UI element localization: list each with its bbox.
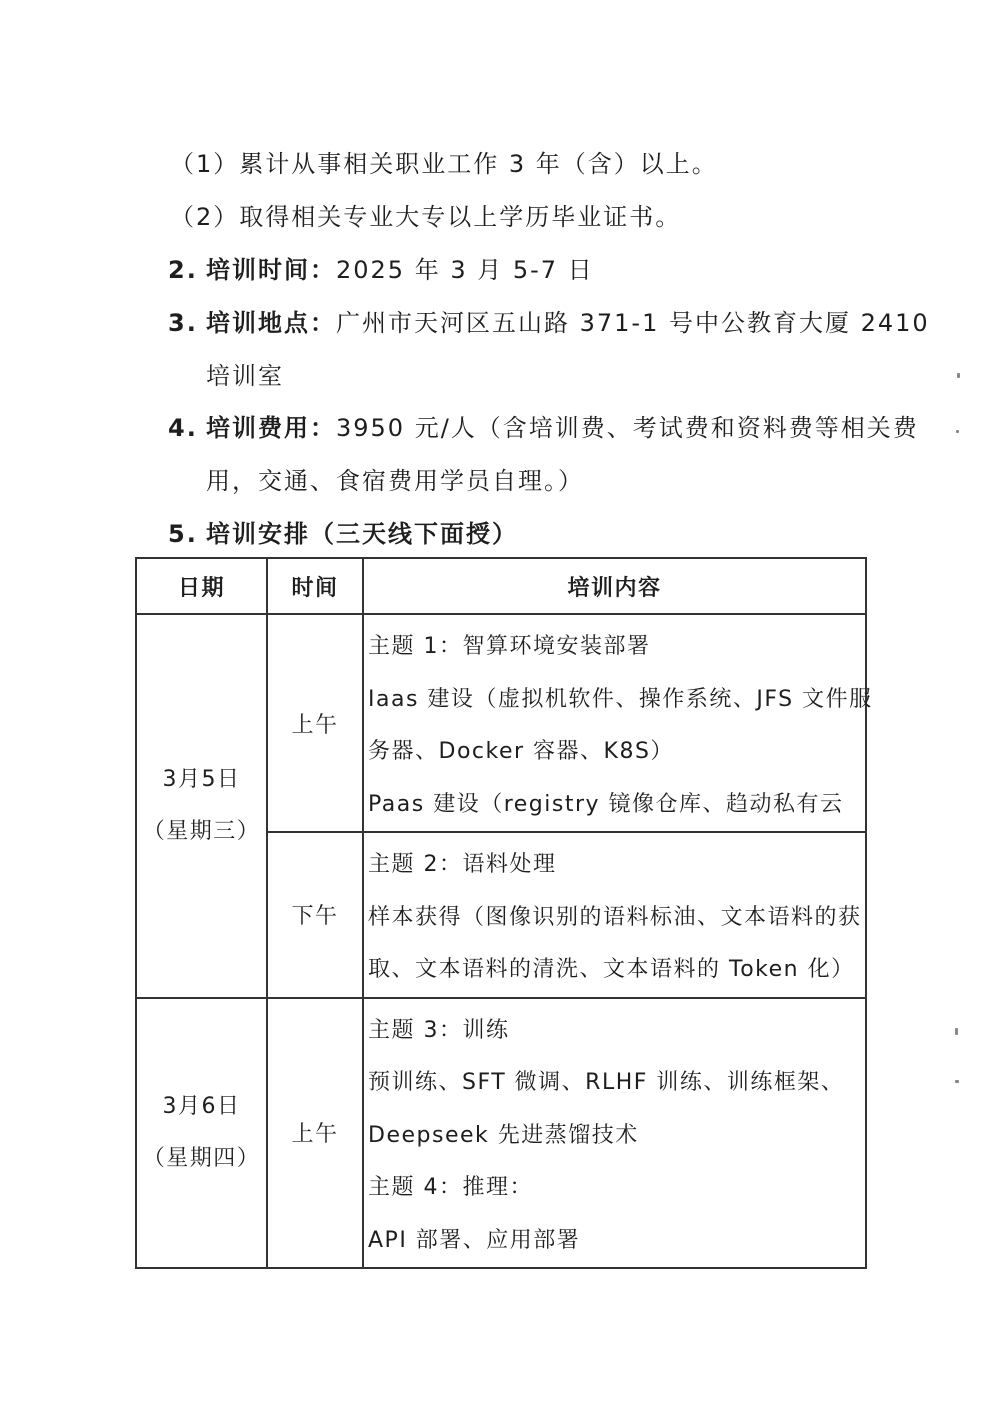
weekday: （星期三）: [142, 818, 261, 844]
time-cell: 下午: [267, 832, 363, 998]
content-cell: [363, 614, 873, 832]
date-cell-day1: [136, 614, 267, 998]
content-cell: [363, 832, 866, 998]
item-label: 培训费用：: [206, 414, 336, 442]
content-line: Paas 建设（registry 镜像仓库、趋动私有云: [368, 791, 844, 817]
content-line: 预训练、SFT 微调、RLHF 训练、训练框架、: [368, 1070, 845, 1095]
training-fee: [168, 413, 919, 443]
content-line: API 部署、应用部署: [368, 1227, 581, 1253]
header-date: 日期: [136, 558, 267, 614]
item-text: 2025 年 3 月 5-7 日: [336, 256, 594, 284]
item-label: 培训时间：: [206, 256, 336, 284]
item-label: 培训地点：: [206, 309, 336, 337]
content-line: Iaas 建设（虚拟机软件、操作系统、JFS 文件服: [368, 686, 873, 712]
content-line: 务器、Docker 容器、K8S）: [368, 739, 674, 764]
content-line: 主题 4：推理：: [368, 1175, 533, 1200]
scan-speck: [957, 373, 960, 378]
item-number: 2.: [168, 256, 198, 284]
content-line: 主题 2：语料处理: [368, 852, 557, 877]
scan-speck: [955, 1028, 958, 1035]
header-time: 时间: [267, 558, 363, 614]
training-fee-cont: 用，交通、食宿费用学员自理。）: [206, 467, 584, 495]
item-number: 4.: [168, 414, 198, 442]
item-number: 5.: [168, 520, 198, 548]
training-schedule-heading: [168, 519, 518, 549]
scan-speck: [956, 430, 959, 433]
time-cell: 上午: [267, 998, 363, 1269]
table-row: [136, 998, 866, 1269]
schedule-table: [135, 557, 873, 1269]
date: 3月6日: [162, 1093, 241, 1119]
item-number: 3.: [168, 309, 198, 337]
content-line: 样本获得（图像识别的语料标油、文本语料的获: [368, 904, 862, 930]
content-line: Deepseek 先进蒸馏技术: [368, 1122, 639, 1148]
weekday: （星期四）: [142, 1145, 261, 1171]
requirement-1: （1）累计从事相关职业工作 3 年（含）以上。: [170, 150, 718, 178]
date: 3月5日: [162, 766, 241, 792]
item-label: 培训安排（三天线下面授）: [206, 520, 518, 548]
scan-speck: [955, 1080, 959, 1083]
content-line: 取、文本语料的清洗、文本语料的 Token 化）: [368, 957, 855, 982]
requirement-2: （2）取得相关专业大专以上学历毕业证书。: [170, 203, 682, 231]
training-time: [168, 255, 594, 285]
table-header-row: [136, 558, 866, 614]
header-content: 培训内容: [363, 558, 866, 614]
time-cell: 上午: [267, 614, 363, 832]
training-location-cont: 培训室: [206, 362, 284, 390]
content-line: 主题 3：训练: [368, 1017, 510, 1043]
table-row: [136, 614, 866, 832]
content-cell: [363, 998, 866, 1269]
item-text: 广州市天河区五山路 371-1 号中公教育大厦 2410: [336, 309, 930, 337]
content-line: 主题 1：智算环境安装部署: [368, 634, 651, 659]
training-location: [168, 308, 930, 338]
date-cell-day2: [136, 998, 267, 1269]
item-text: 3950 元/人（含培训费、考试费和资料费等相关费: [336, 414, 919, 442]
